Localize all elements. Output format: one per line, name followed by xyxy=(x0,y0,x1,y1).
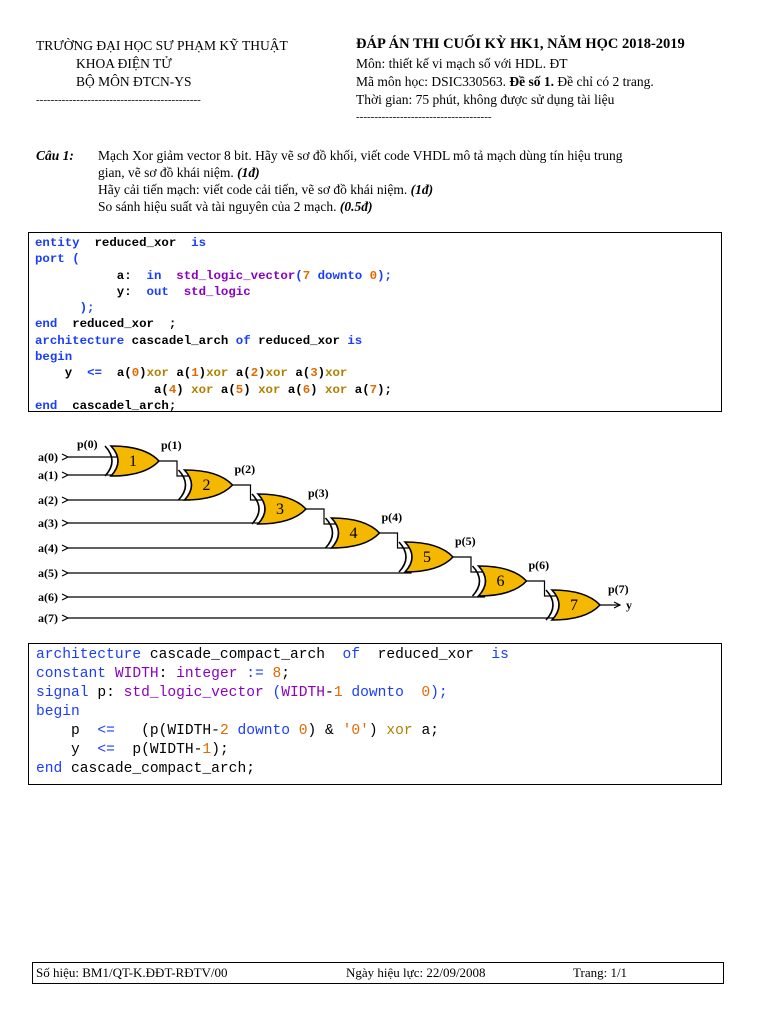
keyword: architecture xyxy=(36,647,142,663)
number: 1 xyxy=(202,742,212,758)
xor-gate-arc xyxy=(473,566,480,596)
identifier: WIDTH xyxy=(114,666,159,682)
input-label: a(6) xyxy=(38,590,58,604)
type: std_logic_vector xyxy=(176,268,296,283)
number: 7 xyxy=(369,382,378,397)
code-line xyxy=(35,333,392,349)
keyword: of xyxy=(235,333,251,348)
input-label: a(7) xyxy=(38,611,58,625)
identifier: reduced_xor xyxy=(94,236,177,250)
operator: - xyxy=(211,723,220,739)
faculty-name: KHOA ĐIỆN TỬ xyxy=(76,56,172,71)
operator: - xyxy=(325,685,334,701)
input-label: a(4) xyxy=(38,541,58,555)
identifier: a: xyxy=(116,268,132,283)
type: std_logic_vector xyxy=(123,685,264,701)
operator: xor xyxy=(265,366,288,381)
literal: '0' xyxy=(342,723,369,739)
identifier: cascadel_arch xyxy=(131,333,229,348)
code-line xyxy=(36,646,509,665)
xor-gate xyxy=(105,446,159,476)
operator: xor xyxy=(325,366,348,381)
signal-label: p(2) xyxy=(234,462,256,476)
keyword: constant xyxy=(36,666,107,682)
input-wire xyxy=(68,518,267,523)
operator: - xyxy=(193,742,203,758)
number: 0 xyxy=(298,723,308,739)
keyword: is xyxy=(347,333,363,348)
exam-title: ĐÁP ÁN THI CUỐI KỲ HK1, NĂM HỌC 2018-2019 xyxy=(356,36,685,52)
code-block-compact xyxy=(28,643,722,785)
keyword: downto xyxy=(317,268,363,283)
arrow-icon xyxy=(62,570,68,576)
punct: ) xyxy=(139,366,147,381)
number: 2 xyxy=(250,366,259,381)
identifier: reduced_xor xyxy=(377,647,474,663)
identifier: a( xyxy=(287,382,303,397)
xor-gate-arc xyxy=(105,446,112,476)
number: 5 xyxy=(235,382,244,397)
keyword: of xyxy=(342,647,361,663)
identifier: a( xyxy=(153,382,169,397)
question-text-3: Hãy cải tiến mạch: viết code cải tiến, vẽ sơ đồ khái niệm. xyxy=(98,182,408,197)
operator: <= xyxy=(97,723,115,739)
question-line-2 xyxy=(98,164,260,181)
school-name: TRƯỜNG ĐẠI HỌC SƯ PHẠM KỸ THUẬT xyxy=(36,38,288,53)
signal-label: p(3) xyxy=(308,486,329,500)
footer-doc-number: Số hiệu: BM1/QT-K.ĐĐT-RĐTV/00 xyxy=(36,965,228,980)
type: std_logic xyxy=(183,284,251,299)
header-left-rule: --------------------------------------------- xyxy=(36,94,201,106)
code-line xyxy=(35,316,392,332)
code-line xyxy=(35,284,392,300)
code-line xyxy=(36,665,509,684)
identifier: y xyxy=(64,366,73,381)
keyword: is xyxy=(191,236,207,250)
keyword: begin xyxy=(35,350,73,365)
punct: ) xyxy=(176,382,184,397)
input-label: a(3) xyxy=(38,516,58,530)
gate-number: 5 xyxy=(423,549,431,566)
input-wire xyxy=(68,614,561,618)
punct: ) xyxy=(198,366,207,381)
question-line-3 xyxy=(98,181,433,198)
number: 7 xyxy=(302,268,311,283)
course-code: Mã môn học: DSIC330563. xyxy=(356,74,506,89)
code-line xyxy=(35,382,392,398)
arrow-icon xyxy=(62,454,68,460)
xor-gate-arc xyxy=(399,542,406,572)
gate-number: 2 xyxy=(202,477,211,494)
xor-gate xyxy=(326,518,380,548)
identifier: a( xyxy=(116,366,132,381)
points-2: (1đ) xyxy=(410,182,434,197)
identifier: (p(WIDTH xyxy=(141,723,212,739)
code-line xyxy=(35,349,392,365)
gate-number: 1 xyxy=(129,453,137,470)
keyword: end xyxy=(36,761,63,777)
operator: := xyxy=(246,666,264,682)
code-line xyxy=(35,235,392,251)
keyword: end xyxy=(35,398,58,413)
number: 0 xyxy=(131,366,140,381)
arrow-icon xyxy=(62,520,68,526)
identifier: y xyxy=(71,742,80,758)
operator: xor xyxy=(325,382,348,397)
operator: xor xyxy=(258,382,281,397)
operator: xor xyxy=(146,366,169,381)
xor-gate xyxy=(252,494,306,524)
operator: <= xyxy=(97,742,115,758)
code-line xyxy=(36,684,509,703)
identifier: reduced_xor xyxy=(258,333,340,348)
keyword: begin xyxy=(36,704,80,720)
footer xyxy=(32,962,724,984)
number: 0 xyxy=(369,268,378,283)
keyword: entity xyxy=(35,236,80,250)
identifier: reduced_xor xyxy=(72,317,154,332)
input-wire xyxy=(68,494,194,500)
identifier: a( xyxy=(220,382,236,397)
input-label: a(0) xyxy=(38,450,58,464)
xor-gate xyxy=(179,470,233,500)
subject-line: Môn: thiết kế vi mạch số với HDL. ĐT xyxy=(356,56,568,71)
xor-cascade-diagram xyxy=(0,430,768,640)
identifier: p xyxy=(71,723,80,739)
code-line xyxy=(36,703,509,722)
course-code-line xyxy=(356,73,654,90)
identifier: p(WIDTH xyxy=(132,742,194,758)
identifier: a; xyxy=(421,723,439,739)
number: 6 xyxy=(302,382,311,397)
number: 4 xyxy=(168,382,177,397)
gate-number: 6 xyxy=(496,573,505,590)
punct: ) xyxy=(243,382,251,397)
xor-gate xyxy=(473,566,527,596)
arrow-icon xyxy=(62,472,68,478)
code-block-entity xyxy=(28,232,722,412)
question-line-1: Mạch Xor giảm vector 8 bit. Hãy vẽ sơ đồ khối, viết code VHDL mô tả mạch dùng tín hiệu trung xyxy=(98,148,623,163)
identifier: a( xyxy=(176,366,192,381)
xor-gate xyxy=(399,542,453,572)
pages-note: Đề chỉ có 2 trang. xyxy=(557,74,654,89)
question-line-4 xyxy=(98,198,372,215)
input-label: a(1) xyxy=(38,468,58,482)
identifier: p: xyxy=(97,685,115,701)
time-line: Thời gian: 75 phút, không được sử dụng tài liệu xyxy=(356,92,615,107)
identifier: a( xyxy=(354,382,370,397)
arrow-icon xyxy=(62,594,68,600)
punct: ) xyxy=(310,382,318,397)
code-line xyxy=(35,251,392,267)
code-line xyxy=(35,268,392,284)
punct: ( xyxy=(295,268,303,283)
code-line xyxy=(35,365,392,381)
keyword: end xyxy=(35,317,58,332)
keyword: in xyxy=(146,268,162,283)
operator: <= xyxy=(87,366,102,381)
identifier: cascadel_arch; xyxy=(72,398,177,413)
signal-label: p(0) xyxy=(77,437,98,451)
xor-gate-arc xyxy=(326,518,333,548)
input-wire xyxy=(68,590,488,597)
arrow-icon xyxy=(62,615,68,621)
code-line xyxy=(35,300,392,316)
footer-effective-date: Ngày hiệu lực: 22/09/2008 xyxy=(346,965,486,980)
punct: ) xyxy=(317,366,326,381)
number: 1 xyxy=(191,366,199,381)
identifier: a( xyxy=(235,366,251,381)
number: 8 xyxy=(272,666,282,682)
points-1: (1đ) xyxy=(237,165,260,180)
input-label: a(5) xyxy=(38,566,58,580)
type: integer xyxy=(176,666,238,682)
xor-gate-arc xyxy=(252,494,259,524)
punct: : xyxy=(158,666,168,682)
operator: ) & xyxy=(307,723,334,739)
signal-label: p(5) xyxy=(455,534,476,548)
punct: ( xyxy=(272,685,282,701)
punct: ); xyxy=(430,685,448,701)
keyword: downto xyxy=(237,723,291,739)
gate-number: 7 xyxy=(570,597,578,614)
points-3: (0.5đ) xyxy=(339,199,373,214)
keyword: architecture xyxy=(35,333,125,348)
punct: ) xyxy=(258,366,266,381)
identifier: cascade_compact_arch xyxy=(149,647,326,663)
arrow-icon xyxy=(62,497,68,503)
punct: ) xyxy=(368,723,378,739)
input-label: a(2) xyxy=(38,493,58,507)
identifier: WIDTH xyxy=(281,685,326,701)
punct: ); xyxy=(79,301,95,316)
question-label: Câu 1: xyxy=(36,148,74,163)
arrow-icon xyxy=(62,545,68,551)
code-line xyxy=(36,760,509,779)
input-wire xyxy=(68,452,120,457)
signal-label: p(6) xyxy=(528,558,550,572)
keyword: downto xyxy=(351,685,404,701)
punct: ); xyxy=(211,742,229,758)
exam-number: Đề số 1. xyxy=(509,74,554,89)
xor-gate-arc xyxy=(179,470,186,500)
code-line xyxy=(36,741,509,760)
operator: xor xyxy=(191,382,214,397)
signal-label: p(7) xyxy=(608,582,629,596)
operator: xor xyxy=(386,723,413,739)
number: 1 xyxy=(333,685,343,701)
punct: ; xyxy=(281,666,291,682)
signal-label: p(4) xyxy=(381,510,403,524)
input-wire xyxy=(68,566,414,573)
xor-gate xyxy=(546,590,600,620)
identifier: a( xyxy=(295,366,311,381)
question-text-4: So sánh hiệu suất và tài nguyên của 2 mạch. xyxy=(98,199,337,214)
output-label: y xyxy=(626,598,632,612)
header-right-rule: ------------------------------------- xyxy=(356,111,492,123)
keyword: port xyxy=(35,252,65,267)
keyword: is xyxy=(491,647,509,663)
punct: ; xyxy=(168,317,177,332)
footer-page-number: Trang: 1/1 xyxy=(573,965,628,980)
identifier: y: xyxy=(116,284,132,299)
xor-gate-arc xyxy=(546,590,553,620)
punct: ); xyxy=(377,382,392,397)
number: 0 xyxy=(421,685,431,701)
keyword: out xyxy=(146,284,169,299)
code-line xyxy=(35,398,392,414)
signal-label: p(1) xyxy=(161,438,182,452)
gate-number: 3 xyxy=(276,501,284,518)
punct: ); xyxy=(377,268,392,283)
identifier: cascade_compact_arch; xyxy=(71,761,255,777)
punct: ( xyxy=(72,252,80,267)
input-wire xyxy=(68,542,341,548)
question-text-2: gian, vẽ sơ đồ khái niệm. xyxy=(98,165,234,180)
number: 2 xyxy=(219,723,229,739)
gate-number: 4 xyxy=(349,525,358,542)
number: 3 xyxy=(310,366,318,381)
keyword: signal xyxy=(36,685,89,701)
department-name: BỘ MÔN ĐTCN-YS xyxy=(76,74,192,89)
operator: xor xyxy=(206,366,229,381)
code-line xyxy=(36,722,509,741)
